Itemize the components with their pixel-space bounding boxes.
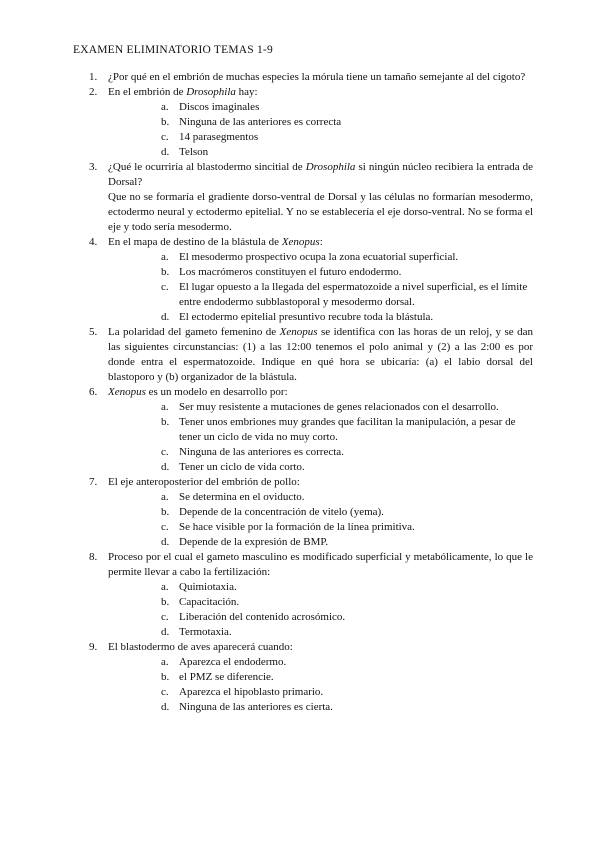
option-letter: d. <box>161 536 170 548</box>
option-text: El mesodermo prospectivo ocupa la zona ecuatorial superficial. <box>179 251 459 263</box>
option-list <box>108 100 533 160</box>
option-item <box>108 280 533 310</box>
question-number: 7. <box>89 476 98 488</box>
option-text: Termotaxia. <box>179 626 232 638</box>
question-item <box>73 550 533 640</box>
option-letter: b. <box>161 116 170 128</box>
question-text <box>108 640 533 655</box>
question-text <box>108 325 533 385</box>
option-item <box>108 115 533 130</box>
question-text-after: si ningún núcleo recibiera la entrada de Dorsal? <box>108 161 533 188</box>
option-text: Los macrómeros constituyen el futuro endodermo. <box>179 266 402 278</box>
option-letter: b. <box>161 416 170 428</box>
option-letter: c. <box>161 686 169 698</box>
option-text: Liberación del contenido acrosómico. <box>179 611 346 623</box>
option-text: Quimiotaxia. <box>179 581 237 593</box>
question-text-before: La polaridad del gameto femenino de <box>108 326 280 338</box>
option-letter: a. <box>161 101 169 113</box>
option-letter: c. <box>161 446 169 458</box>
option-item <box>108 580 533 595</box>
question-text-before: El blastodermo de aves aparecerá cuando: <box>108 641 293 653</box>
option-list <box>108 580 533 640</box>
question-text <box>108 160 533 190</box>
option-item <box>108 670 533 685</box>
option-text: Tener un ciclo de vida corto. <box>179 461 305 473</box>
question-number: 2. <box>89 86 98 98</box>
option-text: Ninguna de las anteriores es correcta. <box>179 446 344 458</box>
option-letter: c. <box>161 281 169 293</box>
question-text-before: Proceso por el cual el gameto masculino es modificado superficial y metabólicamente, lo que le permite llevar a cabo la fertilización: <box>108 551 533 578</box>
option-item <box>108 625 533 640</box>
option-item <box>108 700 533 715</box>
option-letter: a. <box>161 251 169 263</box>
question-item <box>73 235 533 325</box>
question-text <box>108 385 533 400</box>
option-letter: a. <box>161 656 169 668</box>
question-text-before: El eje anteroposterior del embrión de pollo: <box>108 476 300 488</box>
question-text-after: : <box>319 236 323 248</box>
option-text: Depende de la expresión de BMP. <box>179 536 329 548</box>
question-text-italic: Xenopus <box>279 326 318 338</box>
option-text: Depende de la concentración de vitelo (yema). <box>179 506 384 518</box>
option-text: Aparezca el hipoblasto primario. <box>179 686 324 698</box>
option-letter: b. <box>161 506 170 518</box>
option-letter: a. <box>161 491 169 503</box>
option-letter: a. <box>161 581 169 593</box>
option-text: Ninguna de las anteriores es cierta. <box>179 701 333 713</box>
option-text: Ninguna de las anteriores es correcta <box>179 116 342 128</box>
option-text: Telson <box>179 146 209 158</box>
question-text <box>108 85 533 100</box>
option-list <box>108 400 533 475</box>
option-text: Tener unos embriones muy grandes que facilitan la manipulación, a pesar de tener un ciclo de vida no muy corto. <box>179 416 516 443</box>
question-number: 9. <box>89 641 98 653</box>
option-item <box>108 445 533 460</box>
option-letter: c. <box>161 131 169 143</box>
question-item <box>73 475 533 550</box>
option-item <box>108 415 533 445</box>
option-item <box>108 250 533 265</box>
option-letter: d. <box>161 701 170 713</box>
question-number: 3. <box>89 161 98 173</box>
option-text: El ectodermo epitelial presuntivo recubre toda la blástula. <box>179 311 434 323</box>
option-item <box>108 520 533 535</box>
option-letter: c. <box>161 521 169 533</box>
question-text-after: es un modelo en desarrollo por: <box>145 386 288 398</box>
option-text: Se determina en el oviducto. <box>179 491 305 503</box>
option-letter: b. <box>161 266 170 278</box>
option-item <box>108 145 533 160</box>
question-number: 6. <box>89 386 98 398</box>
question-text-before: ¿Por qué en el embrión de muchas especies la mórula tiene un tamaño semejante al del cigoto? <box>108 71 526 83</box>
option-item <box>108 655 533 670</box>
question-number: 1. <box>89 71 98 83</box>
option-item <box>108 490 533 505</box>
question-text-after: se identifica con las horas de un reloj, y se dan las siguientes circunstancias: (1) a las 12:00 tenemos el polo animal y (2) a las 2:00 es por donde entra el espermatozoide. Indique en qué hora se ubicaría: (a) el labio dorsal del blastoporo y (b) organizador de la blástula. <box>108 326 533 383</box>
question-answer: Que no se formaría el gradiente dorso-ventral de Dorsal y las células no formarían mesodermo, ectodermo neural y ectodermo epitelial. Y no se establecería el eje dorso-ventral. No se forma el eje y todo sería mesodermo. <box>108 191 533 233</box>
page-title: EXAMEN ELIMINATORIO TEMAS 1-9 <box>73 44 273 56</box>
option-letter: d. <box>161 146 170 158</box>
option-letter: b. <box>161 596 170 608</box>
question-text-before: En el embrión de <box>108 86 187 98</box>
option-text: Ser muy resistente a mutaciones de genes relacionados con el desarrollo. <box>179 401 499 413</box>
option-letter: a. <box>161 401 169 413</box>
option-item <box>108 535 533 550</box>
option-text: Aparezca el endodermo. <box>179 656 287 668</box>
option-text: Capacitación. <box>179 596 240 608</box>
option-text: Discos imaginales <box>179 101 260 113</box>
question-text <box>108 550 533 580</box>
option-item <box>108 130 533 145</box>
question-text-after: hay: <box>235 86 258 98</box>
question-number: 8. <box>89 551 98 563</box>
option-text: 14 parasegmentos <box>179 131 259 143</box>
option-list <box>108 655 533 715</box>
option-letter: d. <box>161 626 170 638</box>
option-item <box>108 505 533 520</box>
option-item <box>108 610 533 625</box>
option-letter: d. <box>161 311 170 323</box>
question-item <box>73 70 533 85</box>
question-text-italic: Xenopus <box>281 236 320 248</box>
option-item <box>108 595 533 610</box>
option-letter: c. <box>161 611 169 623</box>
question-text <box>108 475 533 490</box>
question-number: 5. <box>89 326 98 338</box>
question-item <box>73 325 533 385</box>
question-text-italic: Drosophila <box>305 161 356 173</box>
option-text: el PMZ se diferencie. <box>179 671 274 683</box>
question-text-before: En el mapa de destino de la blástula de <box>108 236 282 248</box>
question-item <box>73 85 533 160</box>
option-item <box>108 310 533 325</box>
question-list <box>73 70 533 715</box>
option-letter: d. <box>161 461 170 473</box>
option-item <box>108 400 533 415</box>
option-item <box>108 460 533 475</box>
option-letter: b. <box>161 671 170 683</box>
option-item <box>108 685 533 700</box>
question-item <box>73 385 533 475</box>
question-text <box>108 235 533 250</box>
question-number: 4. <box>89 236 98 248</box>
question-item <box>73 160 533 235</box>
question-text <box>108 70 533 85</box>
option-list <box>108 490 533 550</box>
option-text: Se hace visible por la formación de la línea primitiva. <box>179 521 415 533</box>
option-list <box>108 250 533 325</box>
option-item <box>108 100 533 115</box>
question-text-italic: Drosophila <box>186 86 236 98</box>
option-item <box>108 265 533 280</box>
option-text: El lugar opuesto a la llegada del espermatozoide a nivel superficial, es el límite entre endodermo subblastoporal y mesodermo dorsal. <box>179 281 528 308</box>
question-item <box>73 640 533 715</box>
question-text-italic: Xenopus <box>108 386 146 398</box>
question-text-before: ¿Qué le ocurriría al blastodermo sincitial de <box>108 161 306 173</box>
